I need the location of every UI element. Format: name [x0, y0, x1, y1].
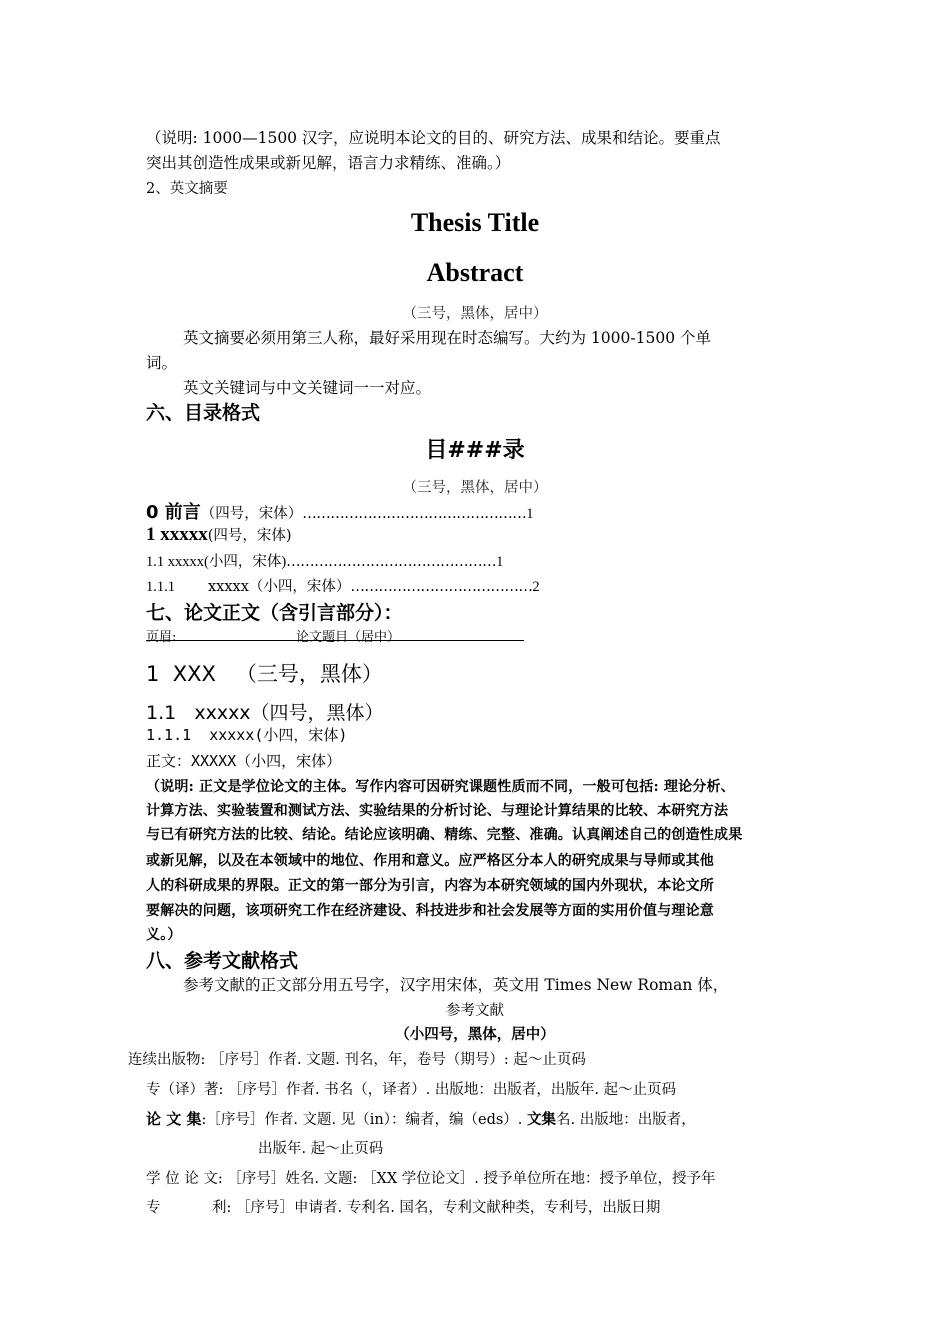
body-heading-1: 1 XXX （三号，黑体）: [146, 662, 383, 686]
ref-label-proceedings: 论 文 集: [146, 1110, 202, 1128]
toc-format-note: （三号，黑体，居中）: [402, 480, 548, 496]
body-note-line: 人的科研成果的界限。正文的第一部分为引言，内容为本研究领域的国内外现状，本论文所: [146, 878, 714, 894]
abstract-heading: Abstract: [426, 258, 524, 287]
ref-patent-rest: 利: ［序号］申请者. 专利名. 国名，专利文献种类，专利号，出版日期: [212, 1200, 661, 1216]
toc-entry-main: 1.1.1: [146, 579, 175, 595]
references-intro: 参考文献的正文部分用五号字，汉字用宋体，英文用 Times New Roman 体，: [183, 976, 729, 994]
ref-label-patent: 专: [146, 1200, 161, 1216]
abstract-body-line3: 英文关键词与中文关键词一一对应。: [183, 379, 432, 397]
toc-entry-note: (四号，宋体): [207, 528, 292, 544]
ref-format-thesis: 学 位 论 文: ［序号］姓名. 文题: ［XX 学位论文］. 授予单位所在地：授予单位，授予年: [146, 1171, 716, 1187]
thesis-title: Thesis Title: [410, 208, 540, 237]
toc-page-number: 1: [496, 554, 504, 570]
body-note-line: 要解决的问题，该项研究工作在经济建设、科技进步和社会发展等方面的实用价值与理论意: [146, 903, 714, 919]
english-abstract-label: 2、英文摘要: [146, 181, 228, 197]
body-note-line: 与已有研究方法的比较、结论。结论应该明确、精练、完整、准确。认真阐述自己的创造性成果: [146, 827, 743, 843]
toc-leader: …………………………………………: [302, 506, 527, 522]
section7-heading: 七、论文正文（含引言部分）：: [146, 602, 403, 624]
references-title: 参考文献: [446, 1003, 504, 1019]
body-format-note: 正文：XXXXX（小四，宋体）: [146, 752, 342, 770]
body-note-line: 义。）: [146, 927, 182, 943]
toc-leader: ………………………………………: [286, 554, 497, 570]
header-title: 论文题目（居中）: [296, 630, 401, 645]
ref-proceedings-bold: 文集: [527, 1111, 557, 1128]
abstract-format-note: （三号，黑体，居中）: [402, 306, 548, 322]
toc-entry-main: 0 前言: [146, 502, 201, 523]
body-heading-3: 1.1.1 xxxxx(小四，宋体): [146, 726, 348, 744]
toc-title: 目###录: [425, 438, 525, 463]
ref-format-proceedings: [146, 1108, 696, 1129]
body-heading-2: 1.1 xxxxx（四号，黑体）: [146, 702, 384, 724]
section8-heading: 八、参考文献格式: [146, 950, 299, 972]
ref-proceedings-post: 名. 出版地：出版者，: [556, 1112, 696, 1128]
ref-format-patent: [146, 1196, 660, 1217]
ref-format-proceedings-line2: 出版年. 起～止页码: [258, 1141, 384, 1157]
toc-entry-main: 1 xxxxx: [146, 524, 208, 545]
abstract-body-line2: 词。: [146, 354, 178, 372]
ref-proceedings-pre: :［序号］作者. 文题. 见（in）：编者，编（eds）.: [201, 1112, 528, 1128]
body-note-line: （说明: 正文是学位论文的主体。写作内容可因研究课题性质而不同，一般可包括: 理论分析、: [146, 779, 735, 795]
toc-leader: …………………………………: [350, 579, 533, 595]
toc-page-number: 2: [532, 579, 540, 595]
toc-entry-0: [146, 498, 534, 524]
body-note-line: 或新见解，以及在本领域中的地位、作用和意义。应严格区分本人的研究成果与导师或其他: [146, 853, 714, 869]
abstract-note-line1: （说明: 1000—1500 汉字，应说明本论文的目的、研究方法、成果和结论。要重点: [146, 129, 721, 147]
abstract-note-line2: 突出其创造性成果或新见解，语言力求精练、准确。）: [146, 154, 511, 172]
toc-entry-2: [146, 550, 503, 571]
abstract-body-line1: 英文摘要必须用第三人称，最好采用现在时态编写。大约为 1000-1500 个单: [183, 329, 711, 347]
header-label: 页眉:: [146, 630, 177, 645]
toc-entry-3: [146, 575, 540, 596]
references-format-note: （小四号，黑体，居中）: [395, 1027, 555, 1043]
toc-entry-main: 1.1 xxxxx(小四，宋体): [146, 554, 287, 570]
header-rule: [146, 640, 524, 641]
body-note-line: 计算方法、实验装置和测试方法、实验结果的分析讨论、与理论计算结果的比较、本研究方法: [146, 803, 729, 819]
toc-entry-note: （四号，宋体）: [200, 506, 303, 522]
toc-entry-sub: xxxxx（小四，宋体）: [208, 579, 351, 595]
section6-heading: 六、目录格式: [146, 402, 261, 424]
ref-format-serial: 连续出版物: ［序号］作者. 文题. 刊名，年，卷号（期号）: 起～止页码: [128, 1052, 586, 1068]
toc-page-number: 1: [526, 506, 534, 522]
ref-format-book: 专（译）著: ［序号］作者. 书名（，译者）. 出版地：出版者，出版年. 起～止页码: [146, 1082, 677, 1098]
toc-entry-1: [146, 524, 292, 546]
